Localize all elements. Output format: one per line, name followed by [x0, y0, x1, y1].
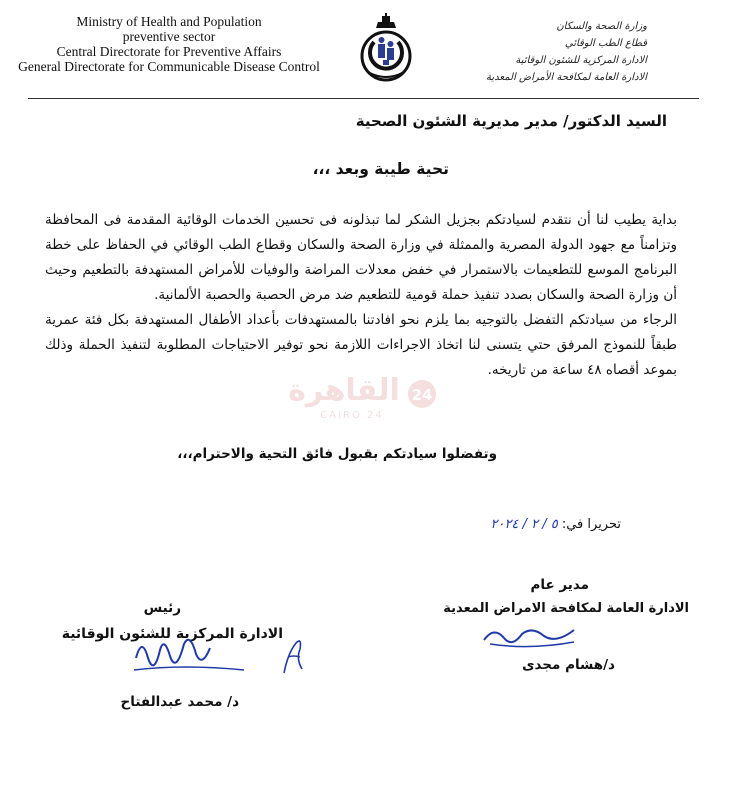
signatory-right-org: الادارة العامة لمكافحة الامراض المعدية: [443, 601, 689, 616]
header-en-line-4: General Directorate for Communicable Disease Control: [18, 59, 320, 74]
header-divider: [28, 98, 699, 99]
date-label: تحريرا في:: [561, 517, 621, 532]
initials-icon: [280, 635, 306, 677]
signature-right-icon: [480, 622, 580, 652]
cairo24-watermark: [282, 370, 452, 422]
signatory-left-role: رئيس: [143, 600, 181, 616]
ministry-logo-icon: [358, 12, 414, 82]
header-ar-line-3: الادارة المركزية للشئون الوقائية: [515, 55, 647, 66]
addressee: السيد الدكتور/ مدير مديرية الشئون الصحية: [355, 112, 667, 130]
signatory-right-name: د/هشام مجدى: [522, 657, 615, 673]
signatory-right-role: مدير عام: [530, 577, 589, 593]
letter-body: [45, 208, 677, 383]
header-en-line-1: Ministry of Health and Population: [76, 14, 262, 29]
header-ar-line-2: قطاع الطب الوقائي: [564, 38, 647, 49]
watermark-sub: CAIRO 24: [320, 410, 384, 421]
paragraph-1: بداية يطيب لنا أن نتقدم لسيادتكم بجزيل الشكر لما تبذلونه فى تحسين الخدمات الوقائية المقدمة فى المحافظة وتزامناً مع جهود الدولة المصرية والممثلة في وزارة الصحة والسكان وقطاع الطب الوقائي في الحفاظ على خطة البرنامج الموسع للتطعيمات بالاستمرار في خفض معدلات المراضة والوفيات للأمراض المستهدفة بالتطعيم وحيث أن وزارة الصحة والسكان بصدد تنفيذ حملة قومية للتطعيم ضد مرض الحصبة والحصبة الألمانية.: [45, 212, 677, 303]
header-ar-line-4: الادارة العامة لمكافحة الأمراض المعدية: [486, 72, 647, 83]
signatory-left-name: د/ محمد عبدالفتاح: [120, 694, 239, 710]
closing-line: وتفضلوا سيادتكم بقبول فائق التحية والاحترام،،،: [177, 446, 497, 462]
watermark-text: القاهرة: [288, 373, 400, 408]
date-line: [490, 517, 621, 532]
watermark-number: 24: [411, 386, 433, 404]
header-ar-line-1: وزارة الصحة والسكان: [556, 21, 647, 32]
date-value: ٥ / ٢ / ٢٠٢٤: [490, 517, 558, 532]
header-en-line-2: preventive sector: [122, 29, 216, 44]
english-header: [14, 14, 324, 74]
header-en-line-3: Central Directorate for Preventive Affairs: [56, 44, 282, 59]
arabic-header: [417, 18, 647, 86]
signature-left-icon: [130, 628, 250, 678]
signatory-left-org: الادارة المركزية للشئون الوقائية: [61, 626, 283, 642]
greeting: تحية طيبة وبعد ،،،: [312, 160, 449, 178]
paragraph-2: الرجاء من سيادتكم التفضل بالتوجيه بما يلزم نحو افادتنا بالمستهدفات بأعداد الأطفال المستهدفة بكل فئة عمرية طبقاً للنموذج المرفق حتي يتسنى لنا اتخاذ الاجراءات اللازمة نحو توفير الاحتياجات المطلوبة لتنفيذ الحملة وذلك بموعد أقصاه ٤٨ ساعة من تاريخه.: [45, 312, 677, 378]
